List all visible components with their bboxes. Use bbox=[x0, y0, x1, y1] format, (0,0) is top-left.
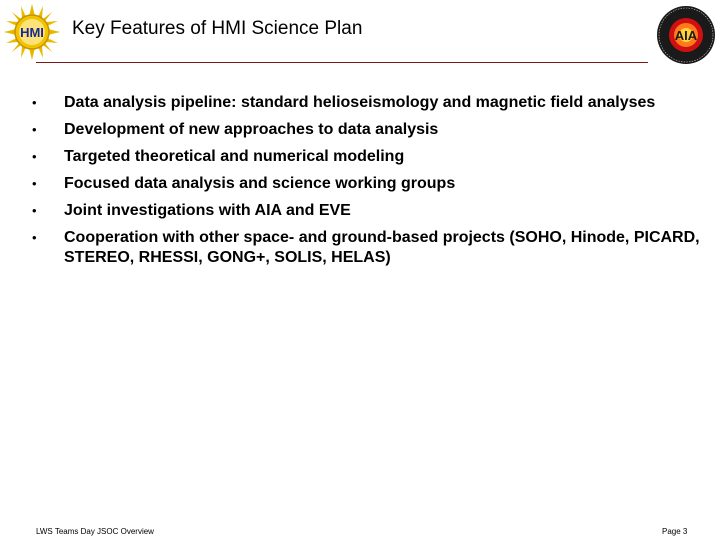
bullet-marker: • bbox=[32, 203, 37, 218]
bullet-list bbox=[30, 93, 710, 275]
bullet-item bbox=[30, 201, 710, 221]
bullet-item bbox=[30, 147, 710, 167]
bullet-item bbox=[30, 93, 710, 113]
bullet-item bbox=[30, 174, 710, 194]
bullet-marker: • bbox=[32, 95, 37, 110]
bullet-marker: • bbox=[32, 149, 37, 164]
bullet-text: Focused data analysis and science working groups bbox=[64, 175, 456, 192]
footer-title: LWS Teams Day JSOC Overview bbox=[36, 527, 154, 536]
bullet-text: Targeted theoretical and numerical modeling bbox=[64, 148, 405, 165]
bullet-marker: • bbox=[32, 230, 37, 245]
bullet-marker: • bbox=[32, 176, 37, 191]
aia-logo-text: AIA bbox=[674, 28, 698, 43]
bullet-text: Joint investigations with AIA and EVE bbox=[64, 202, 351, 219]
slide-title: Key Features of HMI Science Plan bbox=[72, 18, 363, 39]
bullet-text: Development of new approaches to data analysis bbox=[64, 121, 439, 138]
title-divider bbox=[36, 62, 648, 63]
bullet-item bbox=[30, 228, 710, 268]
bullet-marker: • bbox=[32, 122, 37, 137]
bullet-text: Cooperation with other space- and ground-based projects (SOHO, Hinode, PICARD, STEREO, RHESSI, GONG+, SOLIS, HELAS) bbox=[64, 229, 700, 266]
hmi-logo bbox=[4, 4, 60, 60]
bullet-item bbox=[30, 120, 710, 140]
bullet-text: Data analysis pipeline: standard helioseismology and magnetic field analyses bbox=[64, 94, 656, 111]
aia-logo bbox=[656, 5, 716, 65]
hmi-logo-text: HMI bbox=[20, 25, 44, 40]
page-number: Page 3 bbox=[662, 527, 688, 536]
